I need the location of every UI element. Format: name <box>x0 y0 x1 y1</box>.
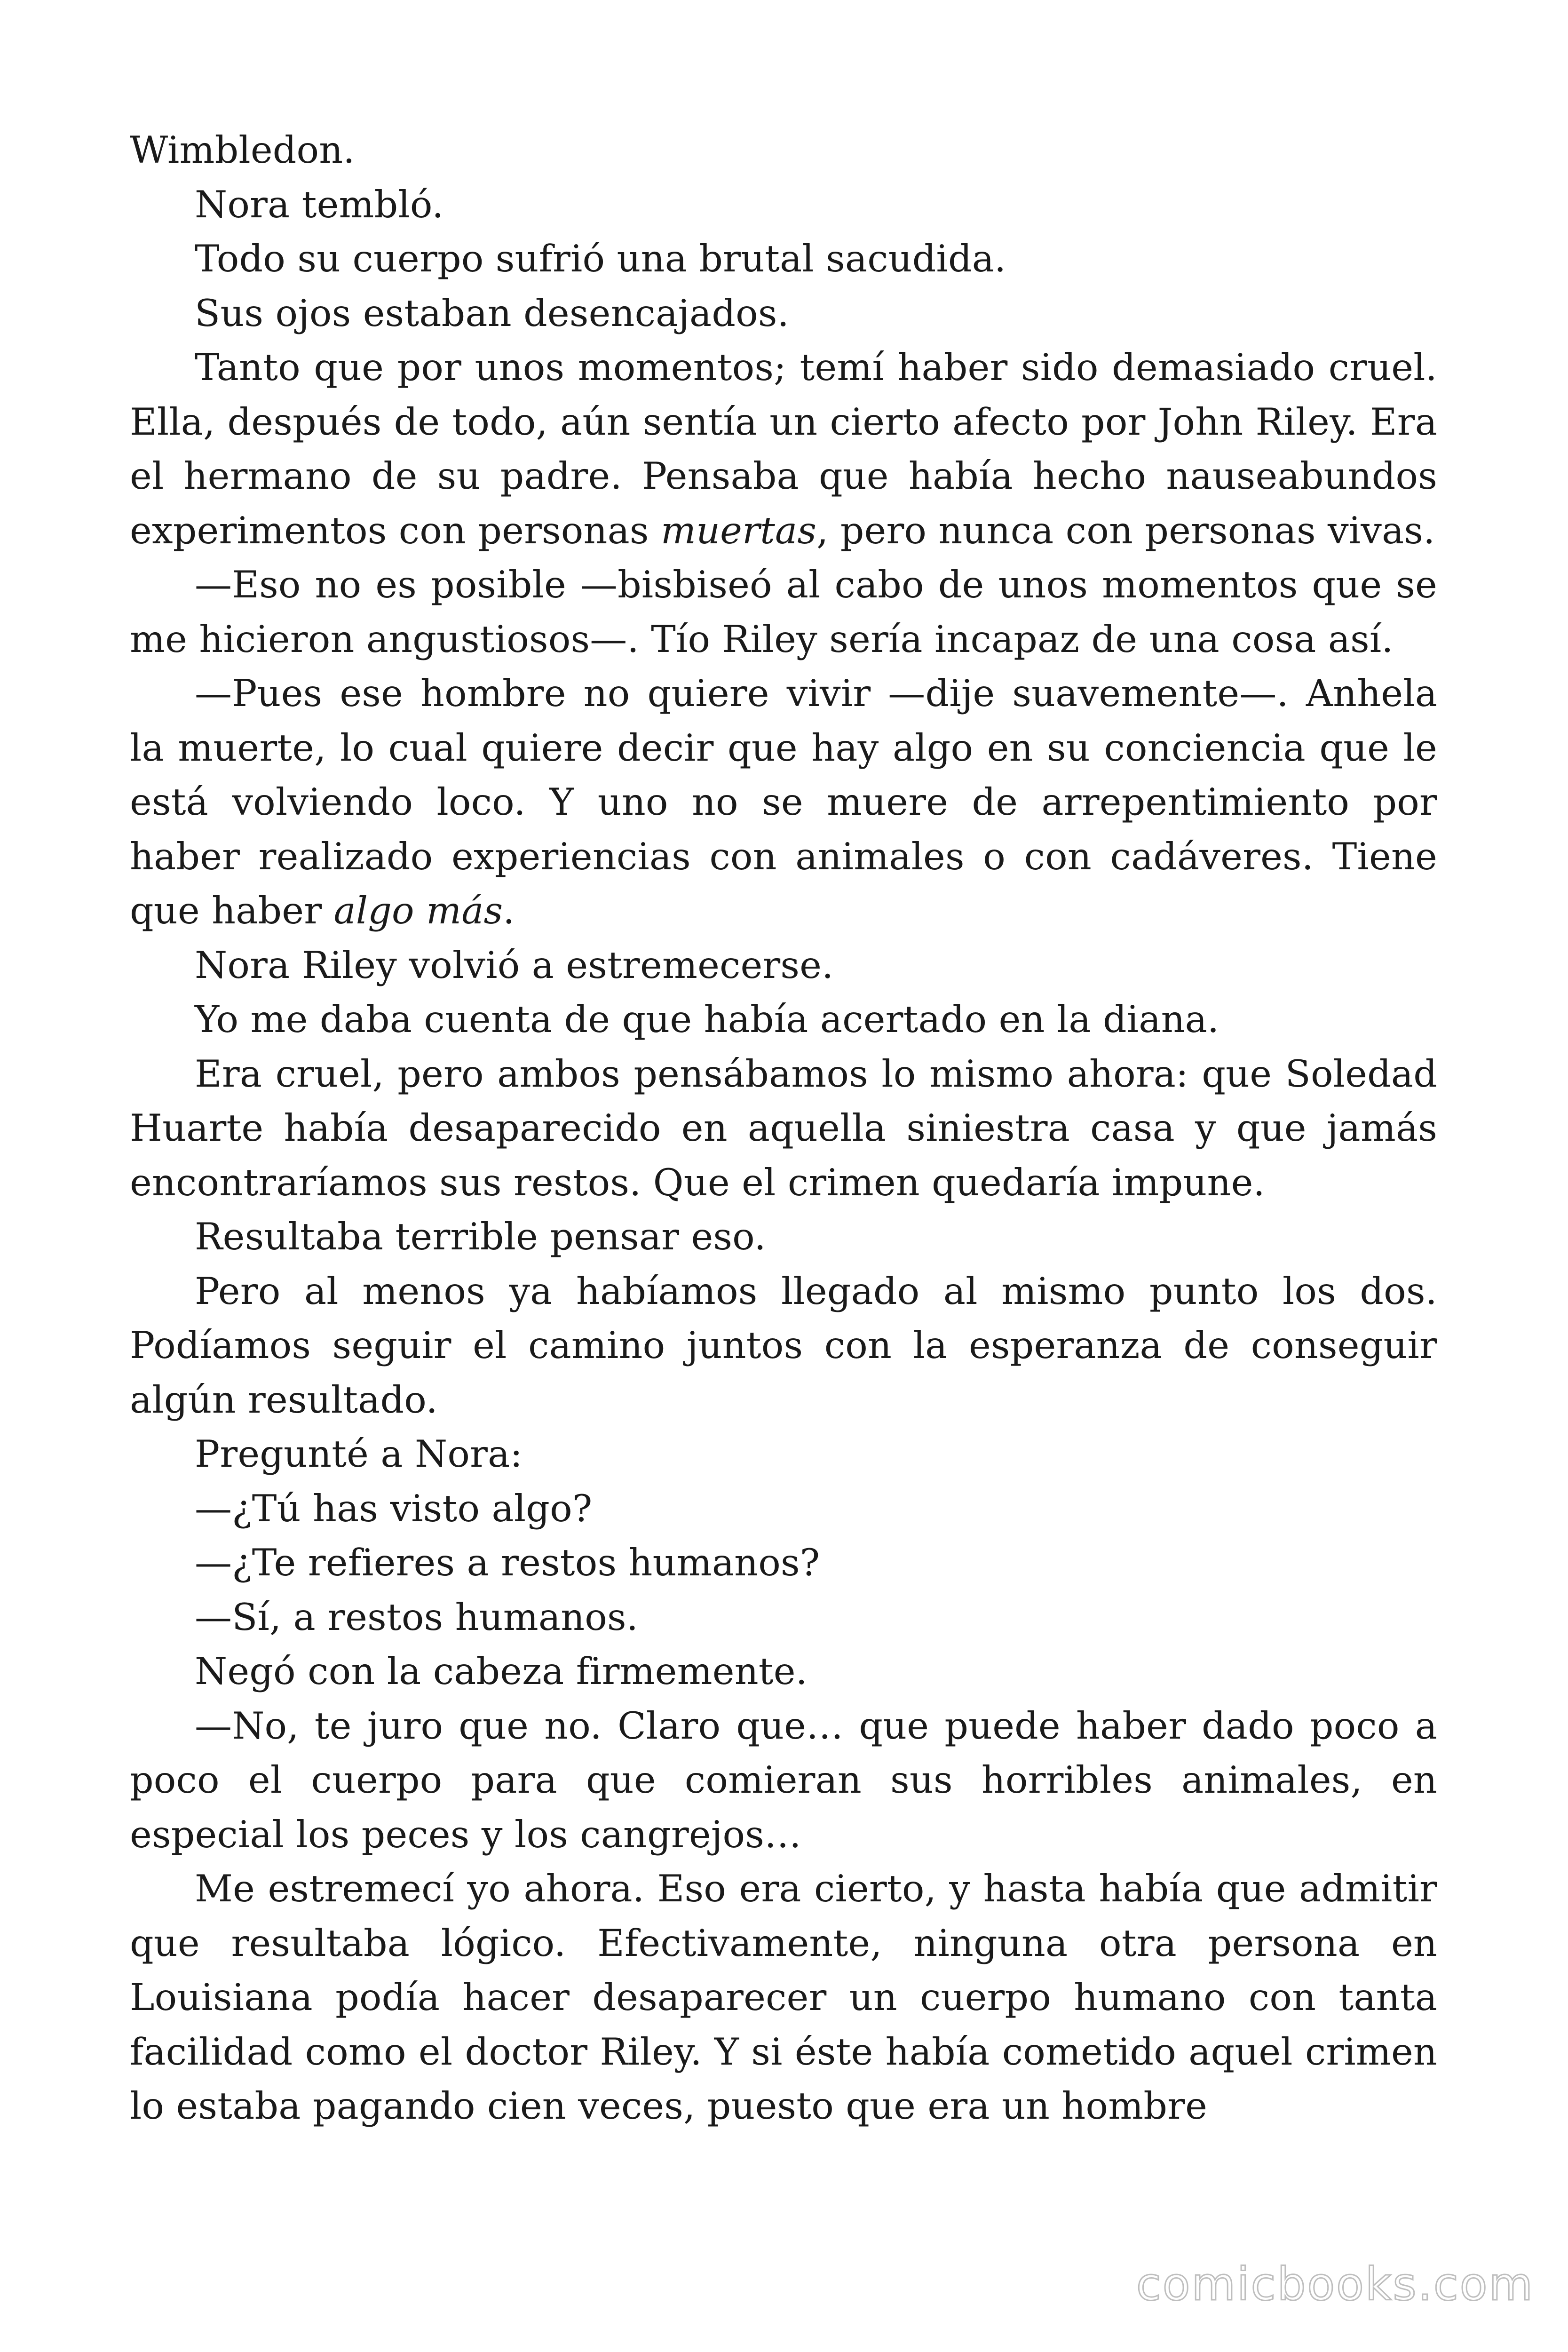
paragraph <box>130 1482 1437 1536</box>
paragraph <box>130 1264 1437 1428</box>
paragraph <box>130 341 1437 558</box>
text-run: Wimbledon. <box>130 128 355 172</box>
paragraph <box>130 993 1437 1047</box>
paragraph <box>130 1047 1437 1210</box>
text-run: —Eso no es posible —bisbiseó al cabo de unos momentos que se me hicieron angustiosos—. Tío Riley sería incapaz de una cosa así. <box>130 563 1437 661</box>
text-run: Yo me daba cuenta de que había acertado en la diana. <box>195 998 1220 1041</box>
paragraph <box>130 938 1437 993</box>
paragraph <box>130 1862 1437 2134</box>
text-run: —¿Tú has visto algo? <box>195 1486 593 1530</box>
paragraph <box>130 1699 1437 1862</box>
italic-text: muertas <box>660 509 817 552</box>
paragraph <box>130 1645 1437 1699</box>
text-run: Pregunté a Nora: <box>195 1432 523 1476</box>
text-run: Tanto que por unos momentos; temí haber sido demasiado cruel. Ella, después de todo, aún sentía un cierto afecto por John Riley. Era el hermano de su padre. Pensaba que había hecho nauseabundos experimentos con personas <box>130 346 1437 552</box>
paragraph <box>130 1427 1437 1482</box>
text-run: Era cruel, pero ambos pensábamos lo mismo ahora: que Soledad Huarte había desaparecido en aquella siniestra casa y que jamás encontraríamos sus restos. Que el crimen quedaría impune. <box>130 1052 1437 1204</box>
text-run: Nora Riley volvió a estremecerse. <box>195 943 834 987</box>
paragraph <box>130 178 1437 232</box>
paragraph <box>130 558 1437 667</box>
paragraph <box>130 1536 1437 1590</box>
paragraph <box>130 286 1437 341</box>
text-run: Todo su cuerpo sufrió una brutal sacudida. <box>195 237 1006 280</box>
paragraph <box>130 1590 1437 1645</box>
text-run: Pero al menos ya habíamos llegado al mismo punto los dos. Podíamos seguir el camino juntos con la esperanza de conseguir algún resultado. <box>130 1269 1437 1422</box>
text-run: —¿Te refieres a restos humanos? <box>195 1541 820 1584</box>
text-run: —Pues ese hombre no quiere vivir —dije suavemente—. Anhela la muerte, lo cual quiere decir que hay algo en su conciencia que le está volviendo loco. Y uno no se muere de arrepentimiento por haber realizado experiencias con animales o con cadáveres. Tiene que haber <box>130 672 1437 932</box>
text-run: Sus ojos estaban desencajados. <box>195 291 789 335</box>
text-run: Negó con la cabeza firmemente. <box>195 1650 808 1693</box>
text-run: . <box>503 889 515 932</box>
text-run: Me estremecí yo ahora. Eso era cierto, y hasta había que admitir que resultaba lógico. Efectivamente, ninguna otra persona en Louisiana podía hacer desaparecer un cuerpo humano con tanta facilidad como el doctor Riley. Y si éste había cometido aquel crimen lo estaba pagando cien veces, puesto que era un hombre <box>130 1867 1437 2128</box>
watermark: comicbooks.com <box>1136 2258 1534 2311</box>
text-run: Resultaba terrible pensar eso. <box>195 1215 766 1258</box>
paragraph <box>130 1210 1437 1264</box>
paragraph <box>130 667 1437 938</box>
paragraph <box>130 232 1437 286</box>
text-run: Nora tembló. <box>195 183 444 226</box>
book-page-text <box>130 123 1437 2134</box>
text-run: —No, te juro que no. Claro que… que puede haber dado poco a poco el cuerpo para que comieran sus horribles animales, en especial los peces y los cangrejos… <box>130 1704 1437 1856</box>
text-run: , pero nunca con personas vivas. <box>816 509 1435 552</box>
text-run: —Sí, a restos humanos. <box>195 1595 639 1639</box>
paragraph <box>130 123 1437 178</box>
italic-text: algo más <box>333 889 503 932</box>
